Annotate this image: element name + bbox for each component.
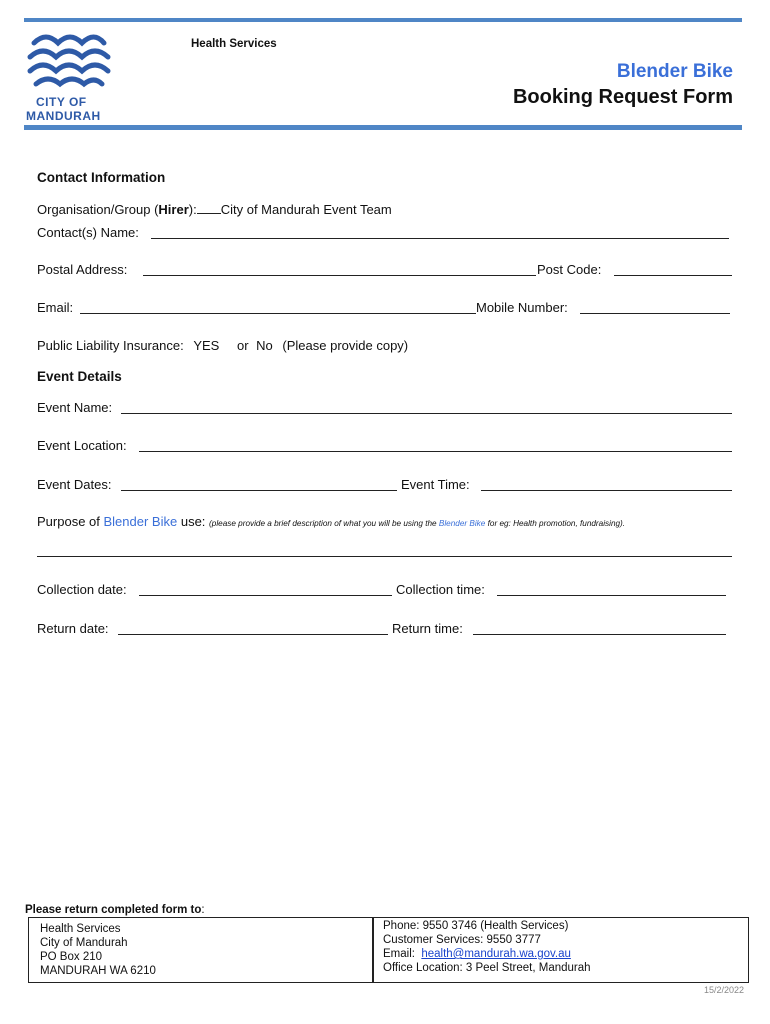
form-title: Booking Request Form — [512, 86, 733, 108]
health-email-link[interactable]: health@mandurah.wa.gov.au — [421, 948, 571, 960]
header-top-bar — [24, 18, 742, 22]
organisation-field[interactable] — [197, 201, 221, 214]
email-label: Email: — [37, 300, 74, 315]
collection-time-field[interactable] — [497, 595, 726, 596]
return-heading: Please return completed form to: — [25, 904, 205, 916]
form-date: 15/2/2022 — [703, 985, 744, 995]
insurance-no-option[interactable]: No — [256, 338, 273, 353]
mobile-number-label: Mobile Number: — [476, 300, 568, 315]
purpose-row: Purpose of Blender Bike use: (please provide a brief description of what you will be using the Blender Bike for eg: Health promotion, fundraising). — [37, 514, 626, 529]
collection-date-field[interactable] — [139, 595, 392, 596]
return-date-label: Return date: — [37, 621, 109, 636]
return-address-box: Health Services City of Mandurah PO Box 210 MANDURAH WA 6210 — [28, 917, 373, 983]
contact-name-label: Contact(s) Name: — [37, 225, 139, 240]
logo-wave-icon — [26, 27, 112, 89]
event-dates-field[interactable] — [121, 490, 397, 491]
logo-text-line1: CITY OF — [36, 95, 87, 109]
department-label: Health Services — [191, 38, 277, 50]
insurance-yes-option[interactable]: YES — [193, 338, 220, 353]
contact-name-field[interactable] — [151, 238, 729, 239]
post-code-label: Post Code: — [537, 262, 602, 277]
event-time-label: Event Time: — [401, 477, 470, 492]
contact-section-heading: Contact Information — [37, 170, 166, 185]
event-dates-label: Event Dates: — [37, 477, 112, 492]
event-location-label: Event Location: — [37, 438, 127, 453]
return-time-field[interactable] — [473, 634, 726, 635]
event-time-field[interactable] — [481, 490, 732, 491]
event-name-field[interactable] — [121, 413, 732, 414]
collection-date-label: Collection date: — [37, 582, 127, 597]
purpose-field[interactable] — [37, 556, 732, 557]
mobile-number-field[interactable] — [580, 313, 730, 314]
organisation-row: Organisation/Group (Hirer): City of Mandurah Event Team — [37, 202, 392, 217]
organisation-value: City of Mandurah Event Team — [220, 202, 392, 217]
email-field[interactable] — [80, 313, 476, 314]
purpose-hint: (please provide a brief description of what you will be using the Blender Bike for eg: Health promotion, fundraising). — [209, 519, 626, 528]
collection-time-label: Collection time: — [396, 582, 485, 597]
postal-address-field[interactable] — [143, 275, 536, 276]
return-date-field[interactable] — [118, 634, 388, 635]
insurance-label: Public Liability Insurance: — [37, 338, 184, 353]
event-section-heading: Event Details — [37, 369, 122, 384]
post-code-field[interactable] — [614, 275, 732, 276]
event-location-field[interactable] — [139, 451, 732, 452]
header-bottom-bar — [24, 125, 742, 130]
return-time-label: Return time: — [392, 621, 463, 636]
postal-address-label: Postal Address: — [37, 262, 128, 277]
event-name-label: Event Name: — [37, 400, 113, 415]
city-of-mandurah-logo — [24, 27, 114, 123]
insurance-row: Public Liability Insurance: YES or No (Please provide copy) — [37, 338, 409, 353]
form-title-product: Blender Bike — [616, 61, 733, 82]
logo-text-line2: MANDURAH — [26, 109, 101, 123]
return-contact-box: Phone: 9550 3746 (Health Services) Customer Services: 9550 3777 Email: health@mandurah.wa.gov.au Office Location: 3 Peel Street, Mandurah — [373, 917, 749, 983]
